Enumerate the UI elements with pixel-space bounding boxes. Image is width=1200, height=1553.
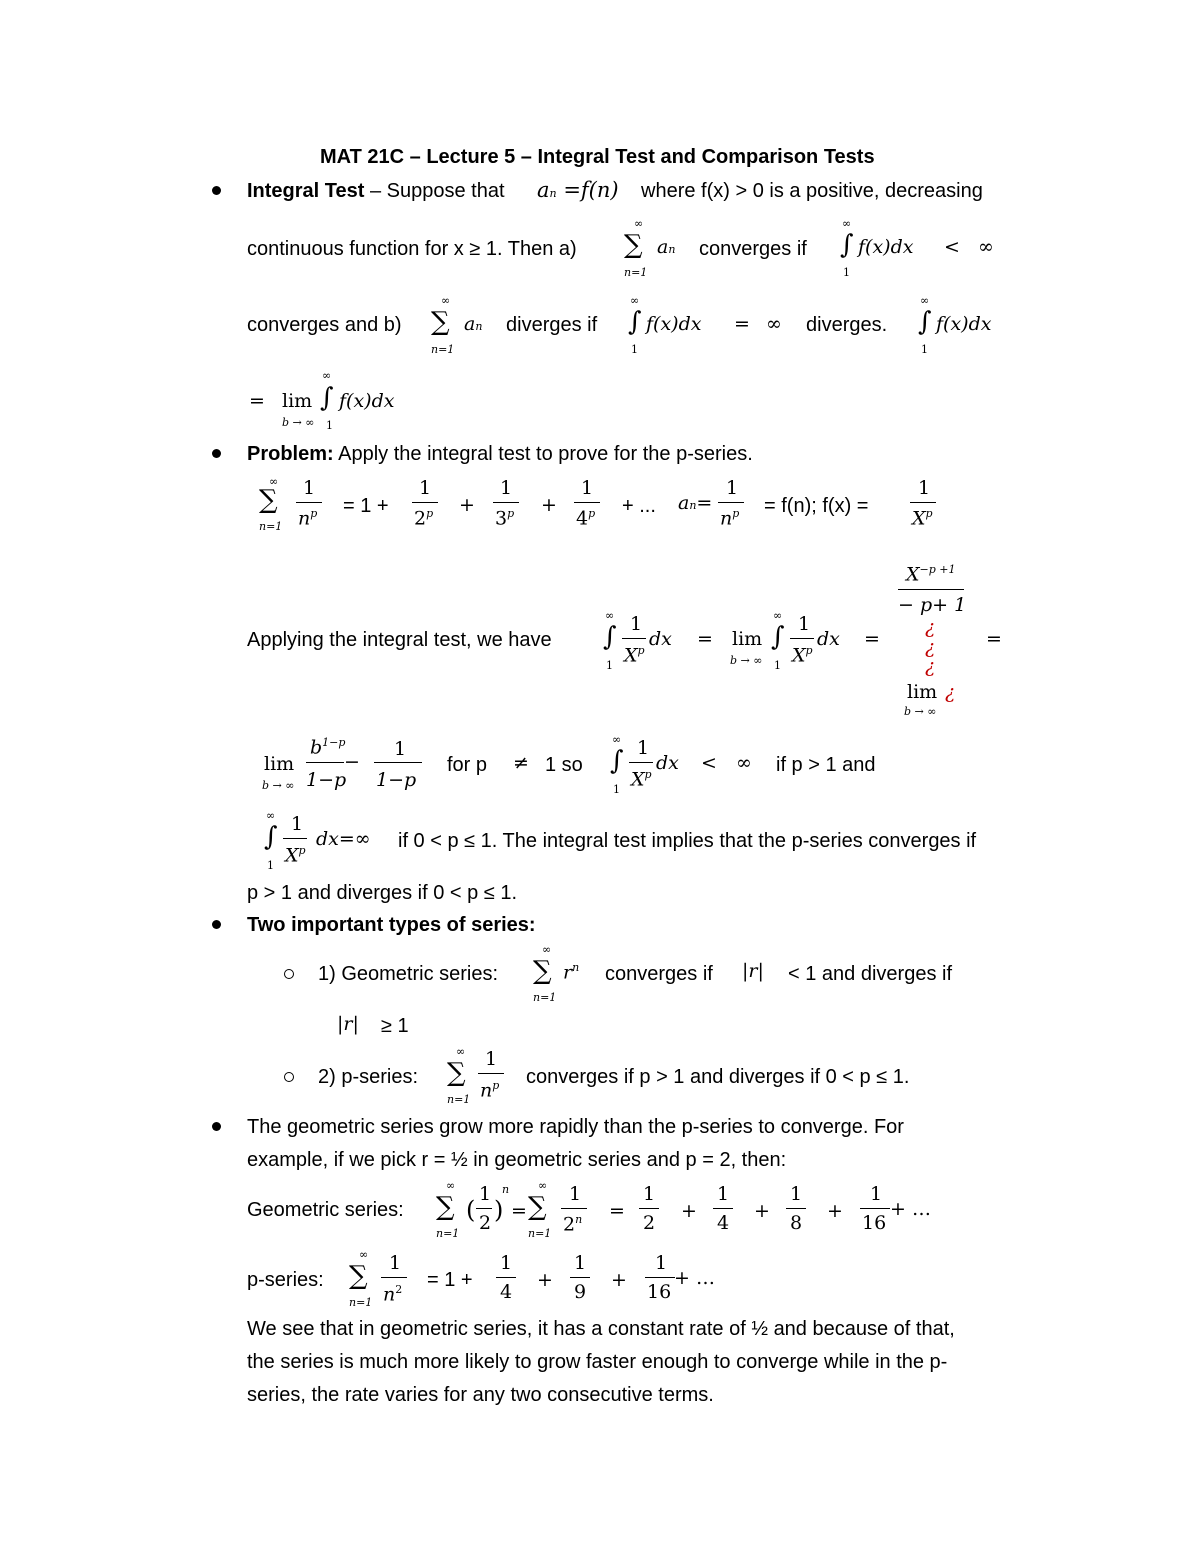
geo-example-label: Geometric series: [247, 1199, 404, 1221]
integral-sign: ∫ [771, 622, 785, 652]
frac-bar [374, 762, 422, 763]
frac-den-3p: 3$^p$ [495, 507, 515, 530]
plus: + [541, 494, 557, 516]
equals: = [697, 628, 713, 650]
a-symbol: a [678, 492, 690, 514]
converges-if-text: converges if [699, 238, 807, 260]
less-than: < [701, 752, 717, 774]
frac-num: 1 [726, 477, 739, 499]
int-lower: 1 [631, 343, 638, 356]
less-than: < [944, 236, 960, 258]
integral-implies-text: if 0 < p ≤ 1. The integral test implies that the p-series converges if [398, 830, 977, 852]
lim: lim [907, 681, 938, 703]
diverges-if-text: diverges if [506, 314, 598, 336]
frac-den-x-p: $X^p$ [631, 768, 652, 791]
equals: = [249, 390, 265, 412]
int-upper: ∞ [920, 294, 930, 307]
fx-dx: f(x)dx [936, 313, 992, 335]
sum-lower: n=1 [528, 1227, 552, 1240]
equals: = [734, 313, 750, 335]
b-exp: 1−p [322, 736, 346, 749]
frac-num: 1 [389, 1252, 402, 1274]
integral-sign: ∫ [603, 622, 617, 652]
bullet1-line1 [247, 181, 505, 201]
paren-right: ) [494, 1196, 504, 1224]
frac-bar [860, 1208, 890, 1209]
for-p-text: for p [447, 754, 488, 776]
frac-bar [574, 502, 600, 503]
lim-sub: b → ∞ [904, 705, 937, 718]
integral-sign: ∫ [628, 307, 642, 337]
sum-sign: ∑ [349, 1261, 368, 1291]
frac-bar [910, 502, 936, 503]
geometric-label: 1) Geometric series: [318, 963, 499, 985]
a-symbol: a [537, 178, 550, 202]
frac-num: 1 [581, 477, 594, 499]
frac-num: 1 [574, 1252, 587, 1274]
frac-bar [296, 502, 322, 503]
frac-den-n-p: $n^p$ [720, 507, 740, 530]
b-base: b [310, 736, 323, 759]
a-symbol: a [657, 236, 669, 258]
equals: = [986, 628, 1002, 650]
frac-num: 1 [637, 737, 650, 759]
geo-converges-if: converges if [605, 963, 713, 985]
problem-text: Apply the integral test to prove for the p-series. [333, 443, 753, 465]
frac-bar [493, 502, 519, 503]
int-upper: ∞ [773, 609, 783, 622]
frac-num: 1 [790, 1183, 803, 1205]
frac-den: 2 [643, 1212, 656, 1234]
sum-lower: n=1 [259, 520, 283, 533]
frac-den-n-p: $n^p$ [480, 1079, 500, 1102]
diverges-text: diverges. [806, 314, 888, 336]
int-upper: ∞ [605, 609, 615, 622]
lim-num [310, 737, 345, 757]
frac-bar [639, 1208, 659, 1209]
plus-dots: + … [890, 1198, 931, 1220]
inv-q-1: ¿ [925, 616, 936, 638]
equals: = [609, 1200, 625, 1222]
integral-sign: ∫ [610, 746, 624, 776]
one-so-text: 1 so [545, 754, 583, 776]
lim-sub: b → ∞ [282, 416, 315, 429]
sum-sign: ∑ [624, 230, 643, 260]
den-base: 4 [576, 507, 589, 530]
frac-num: 1 [643, 1183, 656, 1205]
frac-bar [570, 1277, 590, 1278]
int-upper: ∞ [612, 733, 622, 746]
geo-condition: < 1 and diverges if [788, 963, 952, 985]
frac-bar [718, 502, 744, 503]
abs-r: |r| [742, 960, 764, 982]
eq-one-plus: = 1 + [427, 1269, 473, 1291]
frac-num: 1 [394, 738, 407, 760]
frac-num: 1 [717, 1183, 730, 1205]
frac-num: 1 [485, 1048, 498, 1070]
lim-sub: b → ∞ [730, 654, 763, 667]
plus: + [537, 1269, 553, 1291]
a-symbol: a [464, 313, 476, 335]
conclusion-text: p > 1 and diverges if 0 < p ≤ 1. [247, 882, 518, 904]
frac-num: 1 [870, 1183, 883, 1205]
sum-upper: ∞ [269, 475, 279, 488]
frac-bar [306, 762, 344, 763]
sum-upper: ∞ [634, 217, 644, 230]
integral-sign: ∫ [918, 307, 932, 337]
inv-q-2: ¿ [925, 636, 936, 658]
applying-text: Applying the integral test, we have [247, 629, 552, 651]
plus-dots: + … [674, 1267, 715, 1289]
converges-and-b: converges and b) [247, 314, 402, 336]
int-upper: ∞ [266, 809, 276, 822]
infinity: ∞ [978, 236, 994, 258]
int-lower: 1 [774, 659, 781, 672]
frac-bar [561, 1208, 587, 1209]
frac-den-2p: 2$^p$ [414, 507, 434, 530]
two-types-label: Two important types of series: [247, 914, 536, 936]
den-base: 2 [414, 507, 427, 530]
den-base: 3 [495, 507, 508, 530]
para-line-2: example, if we pick r = ½ in geometric series and p = 2, then: [247, 1149, 787, 1171]
integral-sign: ∫ [320, 383, 334, 413]
an-eq-fn [537, 180, 619, 201]
fx-dx: f(x)dx [339, 390, 395, 412]
integral-sign: ∫ [264, 822, 278, 852]
n-subscript: n [549, 187, 557, 200]
minus: − [344, 751, 360, 773]
r-pow-n: $r^n$ [563, 961, 580, 984]
equals: = [696, 492, 713, 514]
frac-bar [898, 589, 964, 590]
bullet-dot [212, 449, 221, 458]
a-n-term [678, 494, 712, 513]
int-upper: ∞ [630, 294, 640, 307]
exp-2: 2 [395, 1283, 403, 1296]
bullet-dot [212, 1122, 221, 1131]
sum-lower: n=1 [624, 266, 648, 279]
int-lower: 1 [613, 783, 620, 796]
frac-den-2n: 2$^n$ [563, 1213, 583, 1236]
sub-bullet-ring [284, 969, 294, 979]
inv-q-3: ¿ [925, 655, 936, 677]
frac-bar [790, 638, 814, 639]
sum-upper: ∞ [538, 1179, 548, 1192]
a-n-term [657, 238, 675, 257]
eq-one-plus: = 1 + [343, 495, 389, 517]
plus: + [611, 1269, 627, 1291]
frac-bar [713, 1208, 733, 1209]
frac-bar [381, 1277, 407, 1278]
dx: dx [817, 628, 840, 650]
frac-den: 4 [717, 1212, 730, 1234]
sum-upper: ∞ [441, 294, 451, 307]
p-series-label: 2) p-series: [318, 1066, 419, 1088]
integral-test-label: Integral Test [247, 180, 365, 202]
if-p-gt-1-text: if p > 1 and [776, 754, 876, 776]
plus-dots: + ... [622, 495, 656, 517]
sum-lower: n=1 [431, 343, 455, 356]
equals: = [864, 628, 880, 650]
frac-den: 4 [500, 1281, 513, 1303]
den-base: 2 [563, 1213, 576, 1236]
frac-den-x-p: $X^p$ [912, 507, 933, 530]
frac-bar [629, 762, 653, 763]
sum-sign: ∑ [533, 956, 552, 986]
int-lower: 1 [843, 266, 850, 279]
int-upper: ∞ [842, 217, 852, 230]
closing-line-3: series, the rate varies for any two consecutive terms. [247, 1384, 714, 1406]
page-title: MAT 21C – Lecture 5 – Integral Test and Comparison Tests [320, 146, 875, 168]
sum-lower: n=1 [447, 1093, 471, 1106]
frac-den: 8 [790, 1212, 803, 1234]
frac-num: 1 [918, 477, 931, 499]
frac-num: 1 [500, 477, 513, 499]
int-lower: 1 [326, 419, 333, 432]
n-subscript: n [668, 243, 676, 256]
inv-q-4: ¿ [945, 681, 956, 703]
frac-den: 2 [479, 1212, 492, 1234]
frac-num: 1 [419, 477, 432, 499]
frac-num: 1 [303, 477, 316, 499]
frac-num: 1 [798, 613, 811, 635]
lim: lim [264, 753, 295, 775]
p-example-label: p-series: [247, 1269, 324, 1291]
int-lower: 1 [267, 859, 274, 872]
sum-sign: ∑ [436, 1192, 455, 1222]
frac-den-n-p: $n^p$ [298, 507, 318, 530]
frac-num: 1 [655, 1252, 668, 1274]
plus: + [681, 1200, 697, 1222]
fx-dx: f(x)dx [858, 236, 914, 258]
abs-r: |r| [337, 1013, 359, 1035]
positive-decreasing-text: where f(x) > 0 is a positive, decreasing [641, 180, 983, 202]
frac-den-n-2: $n^2$ [383, 1283, 403, 1306]
not-equal: ≠ [513, 752, 529, 774]
frac-bar [478, 1073, 504, 1074]
exp-n: n [502, 1183, 510, 1196]
sub-bullet-ring [284, 1072, 294, 1082]
int-lower: 1 [606, 659, 613, 672]
problem-label: Problem: [247, 443, 334, 465]
dx: dx [656, 752, 679, 774]
frac-den-x-p: $X^p$ [624, 644, 645, 667]
frac-num: 1 [479, 1183, 492, 1205]
frac-bar [496, 1277, 516, 1278]
a-n-term [464, 315, 482, 334]
lim-sub: b → ∞ [262, 779, 295, 792]
frac-den-x-p: $X^p$ [792, 644, 813, 667]
x-base: X [906, 563, 920, 586]
problem-line [247, 444, 753, 464]
n-subscript: n [689, 499, 697, 512]
fx-dx: f(x)dx [646, 313, 702, 335]
frac-bar [622, 638, 646, 639]
suppose-text: – Suppose that [364, 180, 505, 202]
dx-eq-oo: dx=∞ [316, 828, 371, 850]
frac-den: 16 [647, 1281, 672, 1303]
sum-upper: ∞ [359, 1248, 369, 1261]
continuous-text: continuous function for x ≥ 1. Then a) [247, 238, 577, 260]
sum-sign: ∑ [431, 307, 450, 337]
bullet-dot [212, 186, 221, 195]
frac-den: 1−p [376, 769, 417, 791]
para-line-1: The geometric series grow more rapidly than the p-series to converge. For [247, 1116, 904, 1138]
frac-bar [476, 1208, 492, 1209]
sum-sign: ∑ [447, 1058, 466, 1088]
frac-num: 1 [500, 1252, 513, 1274]
x-exp: −p +1 [919, 563, 956, 576]
frac-den-4p: 4$^p$ [576, 507, 596, 530]
frac-bar [786, 1208, 806, 1209]
closing-line-2: the series is much more likely to grow faster enough to converge while in the p- [247, 1351, 948, 1373]
sum-upper: ∞ [542, 943, 552, 956]
frac-den-x-p: $X^p$ [285, 844, 306, 867]
frac-num: 1 [630, 613, 643, 635]
sum-upper: ∞ [446, 1179, 456, 1192]
integral-sign: ∫ [840, 230, 854, 260]
infinity: ∞ [736, 752, 752, 774]
frac-num: 1 [569, 1183, 582, 1205]
lim: lim [732, 628, 763, 650]
plus: + [827, 1200, 843, 1222]
frac-den: 9 [574, 1281, 587, 1303]
closing-line-1: We see that in geometric series, it has a constant rate of ½ and because of that, [247, 1318, 955, 1340]
int-lower: 1 [921, 343, 928, 356]
big-frac-num [906, 564, 956, 584]
frac-num: 1 [291, 813, 304, 835]
lim-den: 1−p [306, 769, 347, 791]
lim: lim [282, 390, 313, 412]
eq-fn-text: =f(n) [563, 178, 619, 202]
frac-den: 16 [862, 1212, 887, 1234]
sum-lower: n=1 [533, 991, 557, 1004]
frac-bar [412, 502, 438, 503]
big-frac-den: − p+ 1 [898, 594, 967, 616]
plus: + [754, 1200, 770, 1222]
p-series-condition: converges if p > 1 and diverges if 0 < p ≤ 1. [526, 1066, 910, 1088]
sum-lower: n=1 [349, 1296, 373, 1309]
frac-bar [283, 838, 307, 839]
sum-lower: n=1 [436, 1227, 460, 1240]
geo-condition-2: ≥ 1 [381, 1015, 409, 1037]
n-subscript: n [475, 320, 483, 333]
paren-left: ( [466, 1196, 476, 1224]
equals: = [511, 1200, 527, 1222]
sum-sign: ∑ [259, 485, 278, 515]
sum-upper: ∞ [456, 1045, 466, 1058]
bullet-dot [212, 920, 221, 929]
frac-bar [645, 1277, 675, 1278]
plus: + [459, 494, 475, 516]
eq-fn-fx: = f(n); f(x) = [764, 495, 869, 517]
int-upper: ∞ [322, 369, 332, 382]
dx: dx [649, 628, 672, 650]
sum-sign: ∑ [528, 1192, 547, 1222]
infinity: ∞ [766, 313, 782, 335]
